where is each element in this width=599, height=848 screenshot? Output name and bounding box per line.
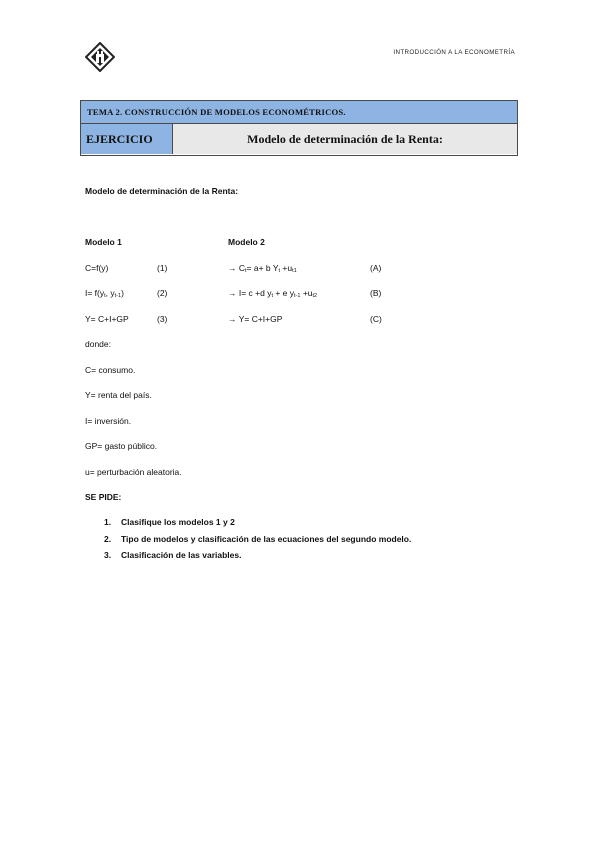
list-item: 1. Clasifique los modelos 1 y 2: [104, 517, 235, 527]
eqC-tag: (C): [370, 314, 382, 324]
ejercicio-title: Modelo de determinación de la Renta:: [173, 124, 517, 154]
list-item: 2. Tipo de modelos y clasificación de las ecuaciones del segundo modelo.: [104, 533, 412, 544]
eqA: → $C_t= a+ b$ $Y_t +u_{t1}$: [228, 263, 297, 274]
eq1-lhs: C=f(y): [85, 263, 109, 273]
ejercicio-label: EJERCICIO: [81, 124, 173, 154]
definition-item: u= perturbación aleatoria.: [85, 467, 182, 477]
eq1-tag: (1): [157, 263, 168, 273]
eqB-tag: (B): [370, 288, 382, 298]
eqA-tag: (A): [370, 263, 382, 273]
model1-heading: Modelo 1: [85, 237, 122, 247]
course-title: INTRODUCCIÓN A LA ECONOMETRÍA: [393, 49, 515, 56]
university-shield-icon: [85, 42, 115, 72]
intro-heading: Modelo de determinación de la Renta:: [85, 186, 239, 196]
donde-label: donde:: [85, 339, 111, 349]
eqB: → I= c +d $y_t + e$ $y_{t-1} +u_{t2}$: [228, 288, 318, 299]
tema-title: TEMA 2. CONSTRUCCIÓN DE MODELOS ECONOMÉTRICOS.: [81, 101, 517, 124]
eqC: → Y= C+I+GP: [228, 314, 283, 324]
definition-item: GP= gasto público.: [85, 441, 158, 451]
model2-heading: Modelo 2: [228, 237, 265, 247]
eq2: $I= f(y_t$, $y_{t-1}$): [85, 288, 124, 299]
list-item: 3. Clasificación de las variables.: [104, 550, 242, 560]
definition-item: I= inversión.: [85, 416, 132, 426]
se-pide-label: SE PIDE:: [85, 492, 122, 502]
task-list: [104, 517, 411, 567]
eq3-tag: (3): [157, 314, 168, 324]
definition-item: Y= renta del país.: [85, 390, 152, 400]
exercise-title-box: [80, 100, 518, 156]
definition-item: C= consumo.: [85, 365, 136, 375]
eq2-tag: (2): [157, 288, 168, 298]
eq3: Y= C+I+GP: [85, 314, 129, 324]
